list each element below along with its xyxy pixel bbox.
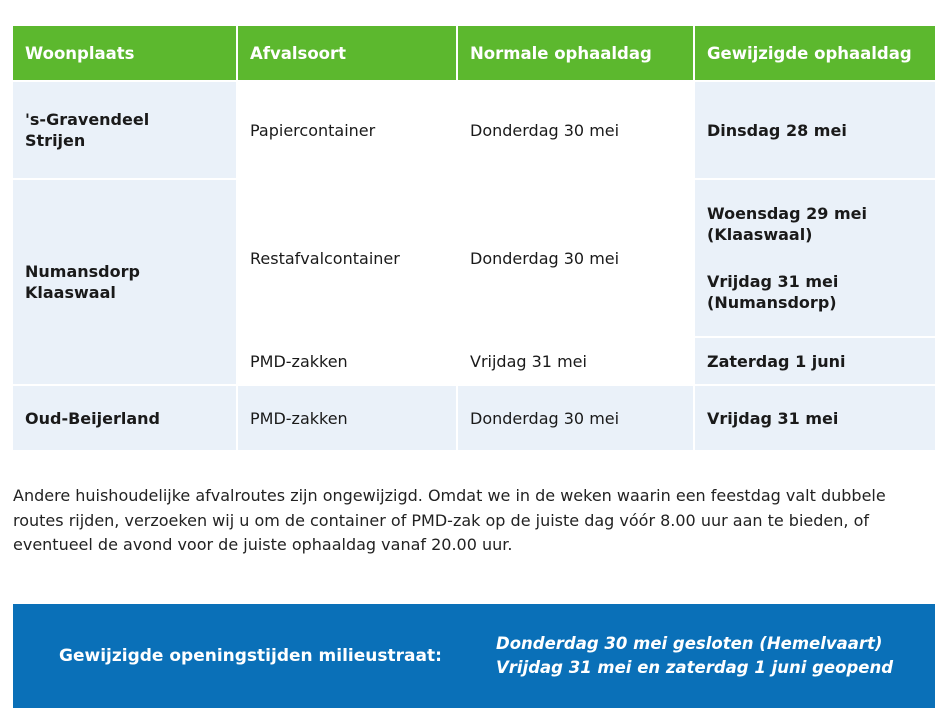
woonplaats-line: Strijen (25, 131, 86, 150)
table-cell-normale-ophaaldag: Vrijdag 31 mei (470, 351, 587, 371)
banner-opening-times (496, 604, 893, 708)
table-cell-afvalsoort: Restafvalcontainer (250, 248, 400, 268)
milieustraat-banner (13, 604, 935, 708)
table-cell-normale-ophaaldag: Donderdag 30 mei (458, 386, 693, 450)
ophaal-schedule-table (13, 26, 935, 450)
column-header-woonplaats: Woonplaats (13, 26, 236, 80)
route-info-paragraph: Andere huishoudelijke afvalroutes zijn ongewijzigd. Omdat we in de weken waarin een feestdag valt dubbele routes rijden, verzoeken wij u om de container of PMD-zak op de juiste dag vóór 8.00 uur aan te bieden, of eventueel de avond voor de juiste ophaaldag vanaf 20.00 uur. (13, 486, 886, 554)
banner-title: Gewijzigde openingstijden milieustraat: (59, 646, 442, 666)
table-cell-afvalsoort: PMD-zakken (238, 386, 456, 450)
column-header-normale-ophaaldag: Normale ophaaldag (458, 26, 693, 80)
column-header-gewijzigde-ophaaldag: Gewijzigde ophaaldag (695, 26, 935, 80)
table-cell-woonplaats (13, 82, 236, 178)
woonplaats-line: Klaaswaal (25, 283, 116, 302)
gewijzigde-line: (Klaaswaal) (707, 225, 813, 244)
gewijzigde-line: Vrijdag 31 mei (707, 272, 839, 291)
table-cell-afvalsoort: Papiercontainer (250, 120, 376, 140)
table-cell-gewijzigde-ophaaldag: Dinsdag 28 mei (695, 82, 935, 178)
column-header-afvalsoort: Afvalsoort (238, 26, 456, 80)
table-cell-normale-ophaaldag: Donderdag 30 mei (470, 248, 620, 268)
table-cell-normale-ophaaldag: Donderdag 30 mei (470, 120, 620, 140)
woonplaats-line: Numansdorp (25, 262, 140, 281)
table-cell-woonplaats (13, 180, 236, 384)
woonplaats-line: 's-Gravendeel (25, 110, 150, 129)
table-cell-gewijzigde-ophaaldag: Zaterdag 1 juni (695, 338, 935, 384)
gewijzigde-line: (Numansdorp) (707, 293, 837, 312)
banner-line: Vrijdag 31 mei en zaterdag 1 juni geopend (496, 658, 894, 677)
gewijzigde-line: Woensdag 29 mei (707, 204, 867, 223)
table-cell-gewijzigde-ophaaldag (695, 180, 935, 336)
table-cell-woonplaats: Oud-Beijerland (13, 386, 236, 450)
banner-line: Donderdag 30 mei gesloten (Hemelvaart) (496, 634, 883, 653)
line-gap (707, 245, 927, 271)
table-cell-gewijzigde-ophaaldag: Vrijdag 31 mei (695, 386, 935, 450)
table-cell-afvalsoort: PMD-zakken (250, 351, 348, 371)
